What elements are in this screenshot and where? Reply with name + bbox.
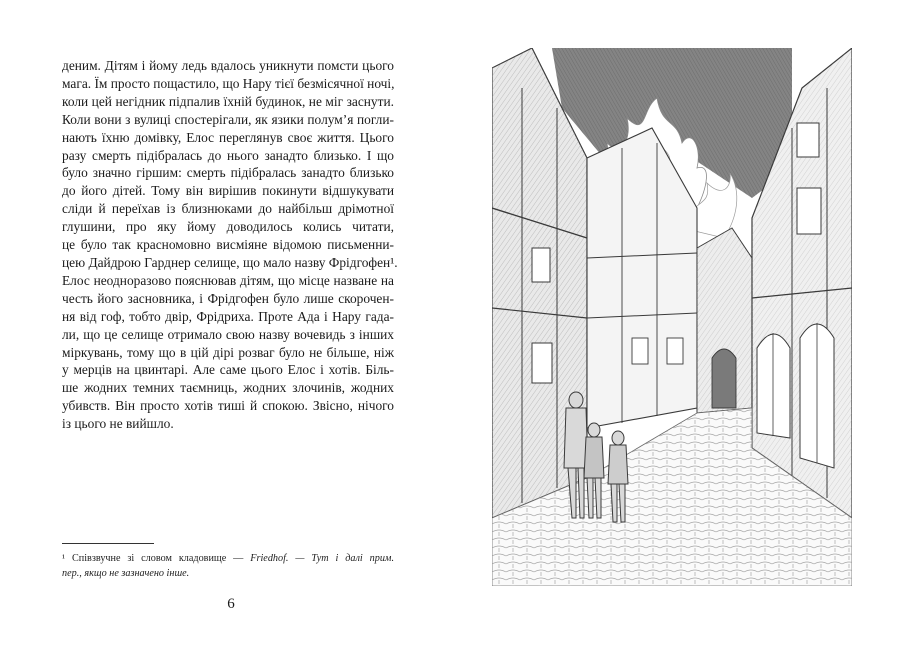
text-line: деним. Дітям і йому ледь вдалось уникнути помсти цього — [62, 58, 394, 73]
footnote-line — [62, 551, 394, 566]
text-line: із цього не вийшло. — [62, 416, 174, 432]
page-number: 6 — [227, 596, 235, 612]
text-line: міркувань, тому що в цій дірі розваг було не більше, ніж — [62, 344, 394, 360]
text-line: коли цей негідник підпалив їхній будинок, не міг заснути. — [62, 93, 394, 109]
footnote-italic-text: пер., якщо не зазначено інше. — [62, 568, 190, 579]
text-line: до його дітей. Тому він вирішив покинути відшукувати — [62, 183, 394, 199]
body-text — [62, 57, 398, 433]
text-line: ня від гоф, тобто двір, Фрідриха. Проте Ада і Нару гада- — [62, 308, 394, 324]
footnote-text: ¹ Співзвучне зі словом кладовище — — [62, 553, 251, 564]
text-line: у мерців на цвинтарі. Але саме цього Елос і хотів. Біль- — [62, 362, 394, 378]
footnote-italic-text: Friedhof. — Тут і далі прим. — [250, 553, 394, 564]
text-line: сліди й переїхав із близнюками до найбільш дрімотної — [62, 201, 394, 217]
text-line: мага. Їм просто пощастило, що Нару тієї безмісячної ночі, — [62, 75, 395, 91]
footnote-line — [62, 566, 394, 581]
text-line: було значно гіршим: смерть підібралась занадто близько — [62, 165, 394, 181]
text-line: нають їхню домівку, Елос переглянув своє життя. Цього — [62, 129, 394, 145]
text-line: Елос неодноразово пояснював дітям, що місце назване на — [62, 272, 394, 288]
text-line: цею Дайдрою Гарднер селище, що мало назву Фрідгофен¹. — [62, 254, 398, 270]
text-line: честь його засновника, і Фрідгофен було лише скорочен- — [62, 290, 394, 306]
text-line: убивств. Він просто хотів тиші й спокою. Звісно, нічого — [62, 398, 394, 414]
text-line: ли, що це селище отримало свою назву вочевидь з інших — [62, 326, 394, 342]
footnote-divider — [62, 543, 154, 544]
text-line: ше жодних темних таємниць, жодних злочинів, жодних — [62, 380, 394, 396]
footnote — [62, 551, 394, 581]
text-line: разу смерть підібралась до нього занадто близько. І що — [62, 147, 394, 163]
illustration-drawing — [492, 48, 852, 586]
text-line: це було так красномовно висміяне відомою письменни- — [62, 237, 394, 253]
illustration-burning-street — [492, 48, 852, 586]
text-line: глушини, про яку йому доводилось колись читати, — [62, 219, 394, 235]
text-line: Коли вони з вулиці спостерігали, як язики полум’я погли- — [62, 111, 394, 127]
